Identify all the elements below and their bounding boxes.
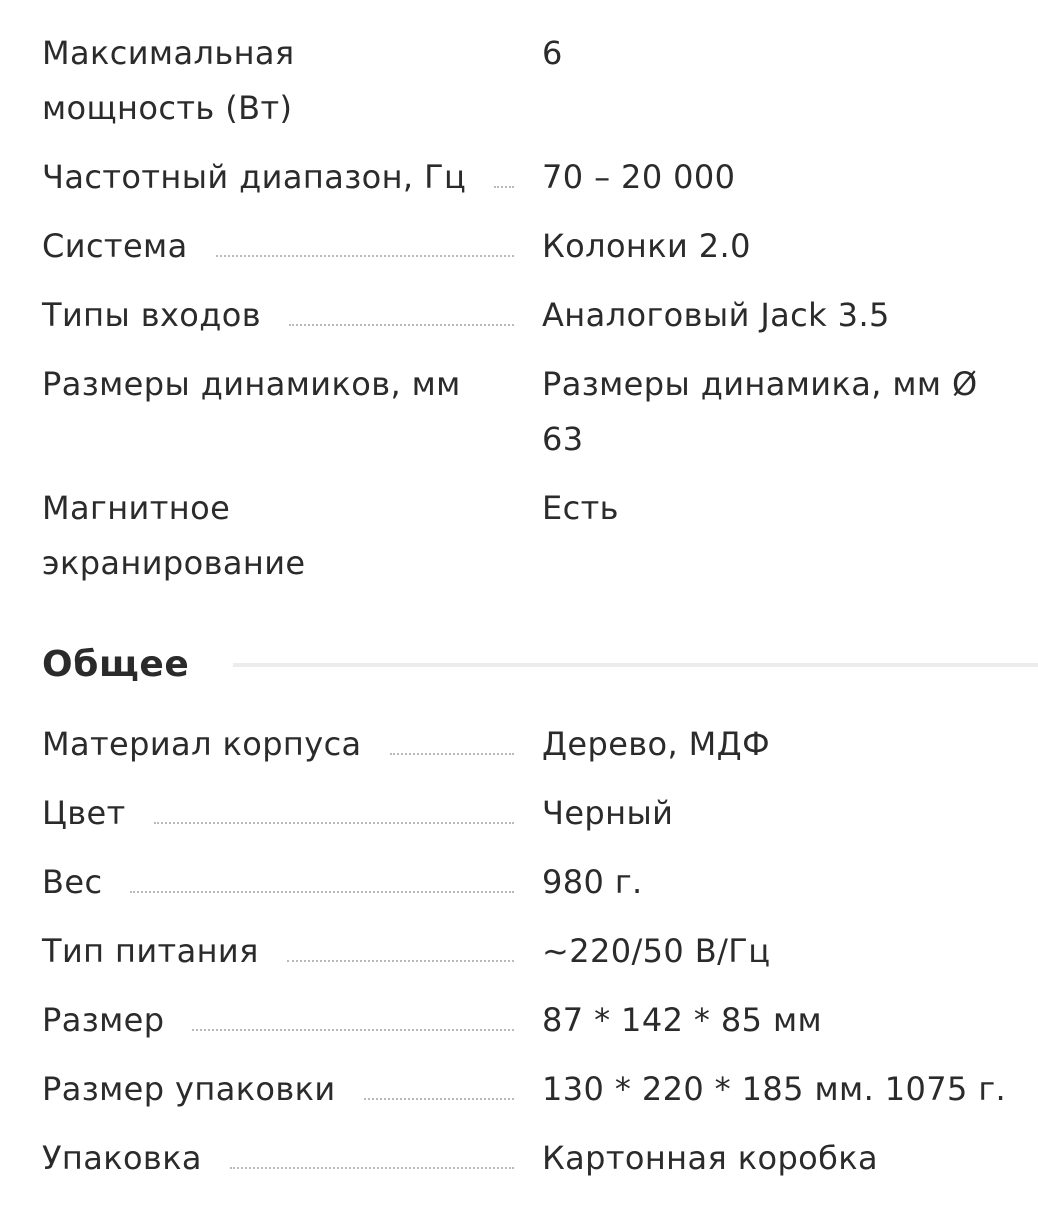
spec-value: Размеры динамика, мм Ø 63	[542, 365, 978, 458]
spec-value: 130 * 220 * 185 мм. 1075 г.	[542, 1070, 1007, 1108]
section-title: Общее	[42, 644, 190, 685]
section-header-general	[42, 635, 1038, 695]
dotted-leader	[130, 891, 514, 893]
dotted-leader	[289, 324, 514, 326]
spec-name: Магнитное экранирование	[42, 489, 306, 582]
spec-name: Частотный диапазон, Гц	[42, 158, 467, 196]
spec-row-input-types	[42, 288, 1038, 343]
dotted-leader	[364, 1098, 514, 1100]
section-divider	[233, 663, 1038, 667]
spec-name: Упаковка	[42, 1139, 202, 1177]
spec-name: Система	[42, 227, 188, 265]
spec-name: Размер упаковки	[42, 1070, 336, 1108]
spec-name: Максимальная мощность (Вт)	[42, 34, 295, 127]
spec-row-size	[42, 993, 1038, 1048]
spec-name: Цвет	[42, 794, 126, 832]
spec-row-max-power	[42, 26, 1038, 136]
spec-value: Черный	[542, 794, 674, 832]
spec-list	[42, 26, 1038, 1200]
dotted-leader	[390, 753, 514, 755]
spec-row-speaker-size	[42, 357, 1038, 467]
spec-value: Аналоговый Jack 3.5	[542, 296, 890, 334]
spec-value: 87 * 142 * 85 мм	[542, 1001, 823, 1039]
spec-value: Есть	[542, 489, 619, 527]
spec-name: Вес	[42, 863, 103, 901]
spec-row-magnetic-shielding	[42, 481, 1038, 591]
spec-row-frequency-range	[42, 150, 1038, 205]
spec-name: Материал корпуса	[42, 725, 362, 763]
spec-value: Колонки 2.0	[542, 227, 751, 265]
spec-row-weight	[42, 855, 1038, 910]
spec-value: Дерево, МДФ	[542, 725, 771, 763]
spec-value: ~220/50 В/Гц	[542, 932, 771, 970]
spec-row-power-type	[42, 924, 1038, 979]
dotted-leader	[154, 822, 514, 824]
dotted-leader	[287, 960, 514, 962]
spec-row-packaging	[42, 1131, 1038, 1186]
spec-value: Картонная коробка	[542, 1139, 879, 1177]
spec-row-system	[42, 219, 1038, 274]
dotted-leader	[230, 1167, 514, 1169]
spec-value: 70 – 20 000	[542, 158, 736, 196]
spec-row-body-material	[42, 717, 1038, 772]
spec-name: Тип питания	[42, 932, 259, 970]
dotted-leader	[494, 186, 514, 188]
spec-name: Размер	[42, 1001, 165, 1039]
spec-row-color	[42, 786, 1038, 841]
spec-value: 6	[542, 34, 563, 72]
dotted-leader	[216, 255, 514, 257]
dotted-leader	[192, 1029, 514, 1031]
spec-name: Размеры динамиков, мм	[42, 365, 461, 403]
spec-value: 980 г.	[542, 863, 643, 901]
spec-name: Типы входов	[42, 296, 262, 334]
spec-row-package-size	[42, 1062, 1038, 1117]
